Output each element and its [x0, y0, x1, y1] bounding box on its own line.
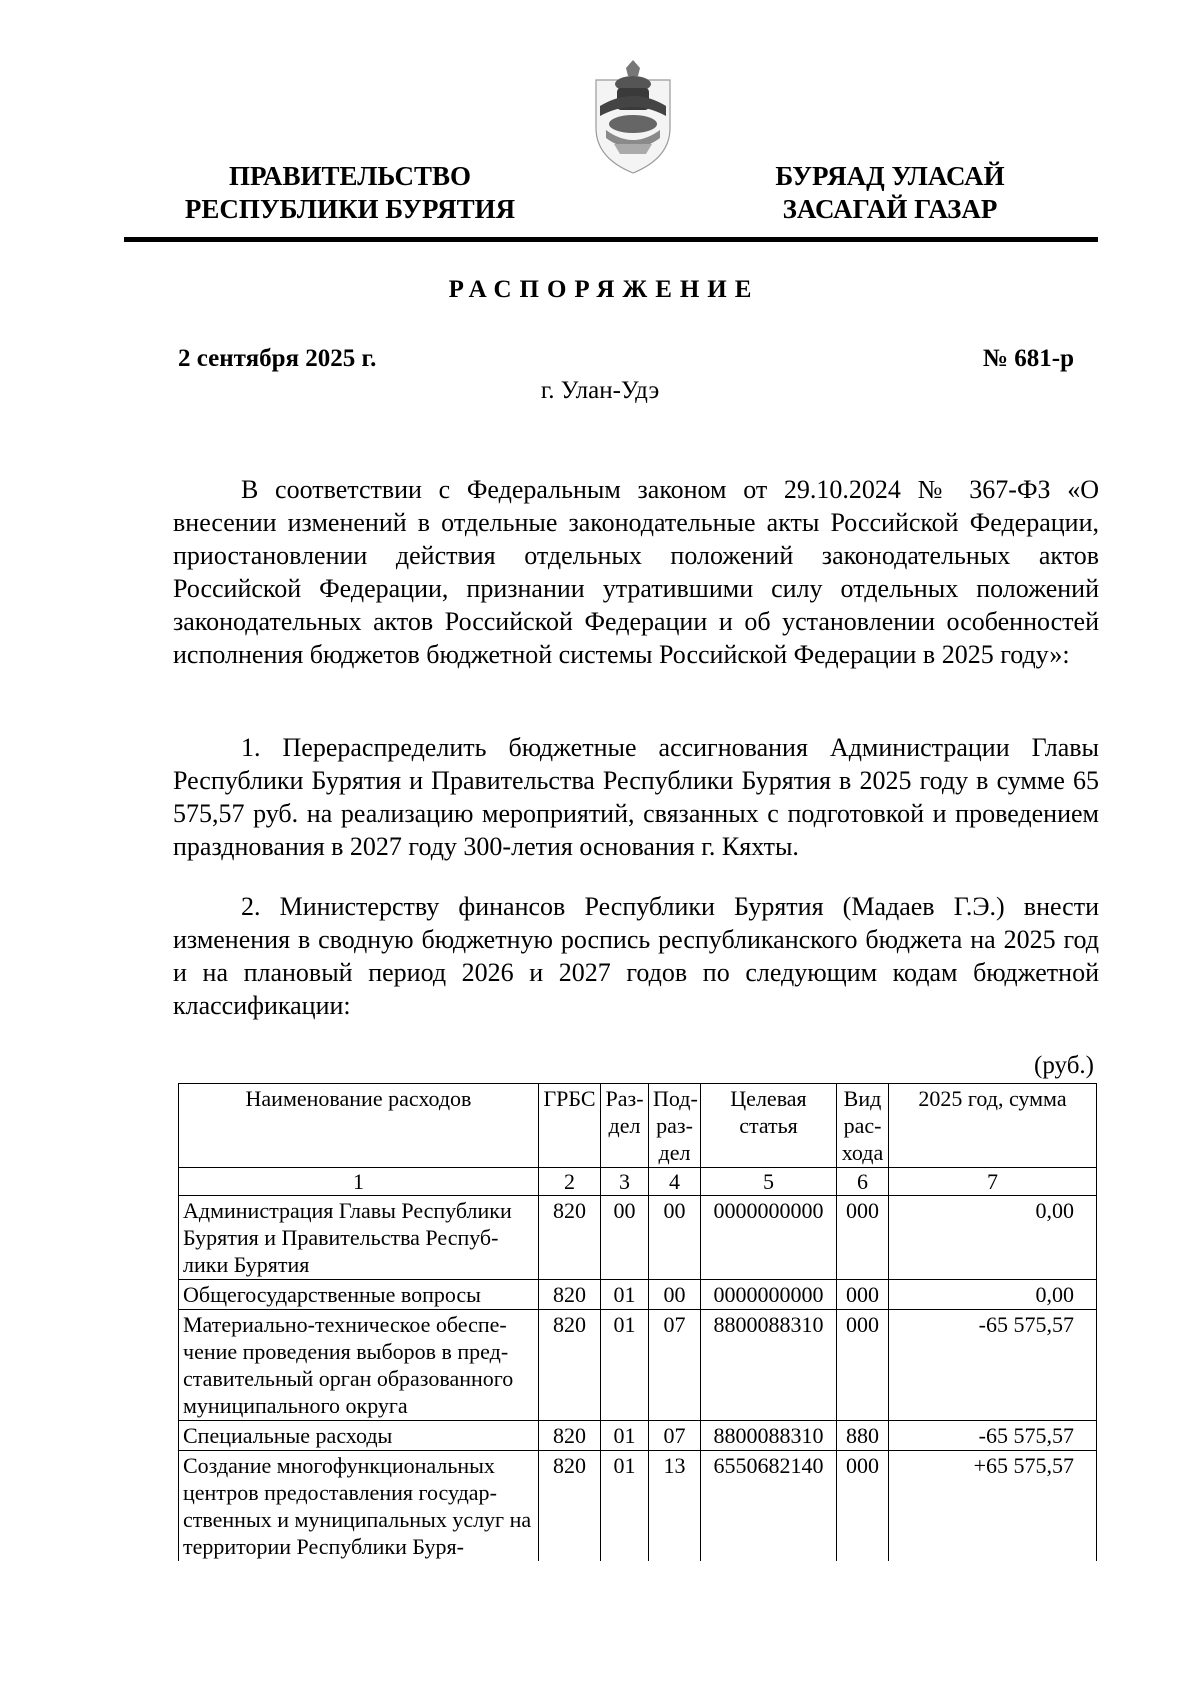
- document-city: г. Улан-Удэ: [540, 377, 660, 404]
- row-razdel: 01: [601, 1451, 649, 1562]
- document-date: 2 сентября 2025 г.: [178, 345, 377, 372]
- row-target: 8800088310: [701, 1421, 837, 1451]
- row-vid: 000: [837, 1280, 889, 1310]
- row-grbs: 820: [539, 1310, 601, 1421]
- row-razdel: 01: [601, 1280, 649, 1310]
- row-podrazdel: 07: [649, 1421, 701, 1451]
- index-cell: 4: [649, 1168, 701, 1196]
- header-name: Наименование расходов: [179, 1084, 539, 1168]
- table-header-row: [179, 1084, 1097, 1168]
- document-number: № 681-р: [982, 345, 1074, 372]
- budget-classification-table: [178, 1083, 1097, 1561]
- table-row: [179, 1421, 1097, 1451]
- header-podrazdel: Подраздел: [649, 1084, 701, 1168]
- row-podrazdel: 00: [649, 1196, 701, 1280]
- table-row: [179, 1310, 1097, 1421]
- government-name-bua: [720, 160, 1060, 226]
- row-grbs: 820: [539, 1451, 601, 1562]
- table-row: [179, 1196, 1097, 1280]
- row-razdel: 00: [601, 1196, 649, 1280]
- row-name: Специальные расходы: [179, 1421, 539, 1451]
- item-1-paragraph: 1. Перераспределить бюджетные ассигнования Администрации Главы Республики Бурятия и Правительства Республики Бурятия в 2025 году в сумме 65 575,57 руб. на реализацию мероприятий, связанных с подготовкой и проведением празднования в 2027 году 300-летия основания г. Кяхты.: [173, 733, 1099, 861]
- row-grbs: 820: [539, 1421, 601, 1451]
- index-cell: 1: [179, 1168, 539, 1196]
- header-right-line2: ЗАСАГАЙ ГАЗАР: [782, 194, 998, 224]
- item-2-paragraph: 2. Министерству финансов Республики Бурятия (Мадаев Г.Э.) внести изменения в сводную бюджетную роспись республиканского бюджета на 2025 год и на плановый период 2026 и 2027 годов по следующим кодам бюджетной классификации:: [173, 892, 1099, 1020]
- row-vid: 880: [837, 1421, 889, 1451]
- index-cell: 6: [837, 1168, 889, 1196]
- row-target: 0000000000: [701, 1280, 837, 1310]
- table-unit-label: (руб.): [1034, 1052, 1094, 1079]
- row-name: Администрация Главы Республики Бурятия и Правительства Республики Бурятия: [179, 1196, 539, 1280]
- index-cell: 5: [701, 1168, 837, 1196]
- header-sum: 2025 год, сумма: [889, 1084, 1097, 1168]
- row-sum: +65 575,57: [889, 1451, 1097, 1562]
- row-vid: 000: [837, 1310, 889, 1421]
- row-name: Материально-техническое обеспечение проведения выборов в представительный орган образованного муниципального округа: [179, 1310, 539, 1421]
- row-podrazdel: 13: [649, 1451, 701, 1562]
- document-type-title: РАСПОРЯЖЕНИЕ: [448, 276, 760, 303]
- header-divider: [124, 237, 1098, 242]
- row-razdel: 01: [601, 1310, 649, 1421]
- header-left-line1: ПРАВИТЕЛЬСТВО: [228, 161, 472, 191]
- row-target: 8800088310: [701, 1310, 837, 1421]
- coat-of-arms-icon: [590, 58, 676, 178]
- index-cell: 2: [539, 1168, 601, 1196]
- header-razdel: Раздел: [601, 1084, 649, 1168]
- header-grbs: ГРБС: [539, 1084, 601, 1168]
- header-left-line2: РЕСПУБЛИКИ БУРЯТИЯ: [184, 194, 516, 224]
- row-podrazdel: 00: [649, 1280, 701, 1310]
- row-target: 0000000000: [701, 1196, 837, 1280]
- header-target: Целевая статья: [701, 1084, 837, 1168]
- table-index-row: [179, 1168, 1097, 1196]
- index-cell: 3: [601, 1168, 649, 1196]
- row-grbs: 820: [539, 1280, 601, 1310]
- row-sum: -65 575,57: [889, 1310, 1097, 1421]
- preamble-paragraph: В соответствии с Федеральным законом от 29.10.2024 № 367-ФЗ «О внесении изменений в отдельные законодательные акты Российской Федерации, приостановлении действия отдельных положений законодательных актов Российской Федерации, признании утратившими силу отдельных положений законодательных актов Российской Федерации и об установлении особенностей исполнения бюджетов бюджетной системы Российской Федерации в 2025 году»:: [173, 475, 1099, 669]
- row-podrazdel: 07: [649, 1310, 701, 1421]
- row-sum: 0,00: [889, 1280, 1097, 1310]
- row-sum: -65 575,57: [889, 1421, 1097, 1451]
- table-row: [179, 1451, 1097, 1562]
- table-row: [179, 1280, 1097, 1310]
- government-name-ru: [160, 160, 540, 226]
- row-razdel: 01: [601, 1421, 649, 1451]
- row-vid: 000: [837, 1196, 889, 1280]
- row-sum: 0,00: [889, 1196, 1097, 1280]
- header-right-line1: БУРЯАД УЛАСАЙ: [775, 161, 1005, 191]
- row-target: 6550682140: [701, 1451, 837, 1562]
- row-name: Общегосударственные вопросы: [179, 1280, 539, 1310]
- row-vid: 000: [837, 1451, 889, 1562]
- row-grbs: 820: [539, 1196, 601, 1280]
- row-name: Создание многофункциональных центров предоставления государственных и муниципальных услуг на территории Республики Буря-: [179, 1451, 539, 1562]
- index-cell: 7: [889, 1168, 1097, 1196]
- header-vid: Вид расхода: [837, 1084, 889, 1168]
